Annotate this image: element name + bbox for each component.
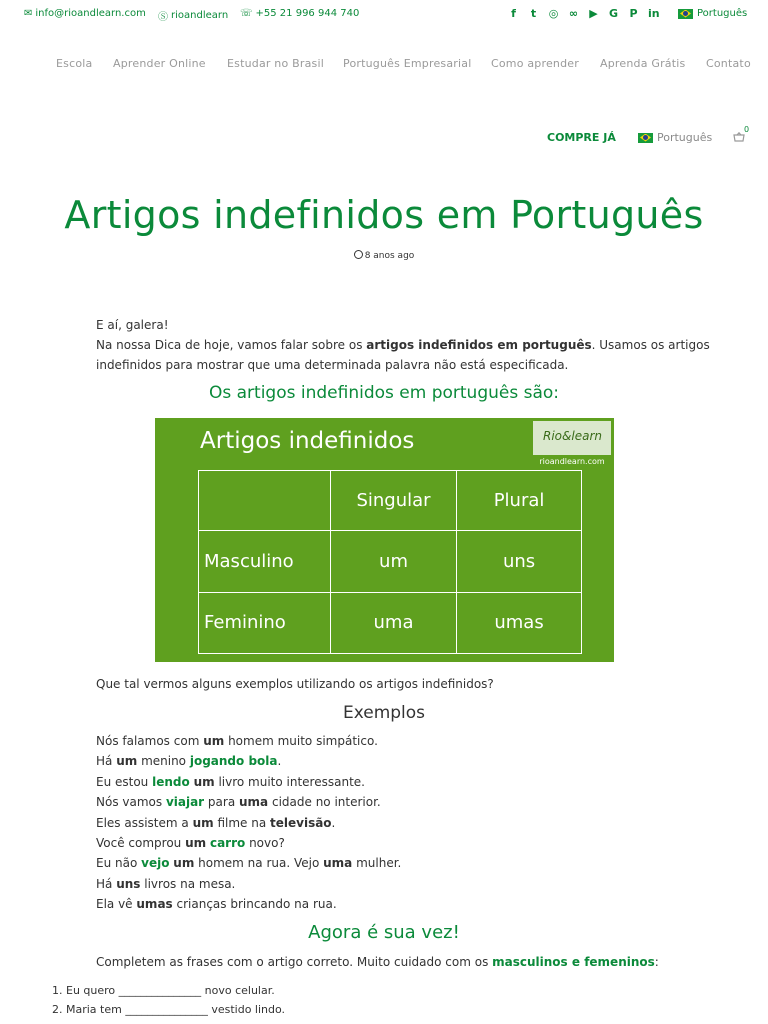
example-strong: televisão xyxy=(270,816,332,830)
example-highlight: carro xyxy=(209,836,246,850)
nav-item-escola[interactable]: Escola xyxy=(56,57,93,70)
linkedin-icon[interactable]: in xyxy=(648,7,660,20)
language-selector-top[interactable] xyxy=(678,8,747,19)
nav-item-como-aprender[interactable]: Como aprender xyxy=(491,57,579,70)
instagram-icon[interactable]: ◎ xyxy=(548,7,559,20)
row-header-feminino: Feminino xyxy=(199,592,331,653)
example-line xyxy=(96,833,285,853)
tripadvisor-icon[interactable]: ∞ xyxy=(568,7,579,20)
list-text: Maria tem xyxy=(66,1003,126,1016)
example-text: Nós vamos xyxy=(96,795,166,809)
example-text: para xyxy=(204,795,239,809)
example-text: mulher. xyxy=(352,856,402,870)
example-article: um xyxy=(203,734,225,748)
cell-fem-singular: uma xyxy=(330,592,456,653)
secondary-nav xyxy=(0,125,768,147)
list-text: vestido lindo. xyxy=(207,1003,286,1016)
email-link[interactable] xyxy=(24,8,146,19)
list-blank: _______________ xyxy=(125,1003,208,1016)
list-blank: _______________ xyxy=(118,984,202,997)
example-text: Há xyxy=(96,877,117,891)
facebook-icon[interactable]: f xyxy=(511,7,516,20)
logo-url: rioandlearn.com xyxy=(539,457,605,466)
cart-count: 0 xyxy=(744,125,750,134)
example-article: um xyxy=(192,816,214,830)
exercise-text: : xyxy=(654,955,659,969)
list-text: Eu quero xyxy=(66,984,119,997)
example-text: Eu estou xyxy=(96,775,153,789)
brazil-flag-icon xyxy=(678,9,693,19)
list-text: novo celular. xyxy=(201,984,275,997)
cart-button[interactable] xyxy=(733,125,753,146)
skype-icon: Ⓢ xyxy=(158,12,168,23)
example-text: cidade no interior. xyxy=(268,795,381,809)
example-line xyxy=(96,853,401,873)
cell-fem-plural: umas xyxy=(457,592,582,653)
exercise-instructions xyxy=(96,952,659,972)
skype-link[interactable] xyxy=(158,8,228,23)
table-row xyxy=(199,531,582,592)
intro-paragraph-line-2: indefinidos para mostrar que uma determinada palavra não está especificada. xyxy=(96,358,569,372)
pinterest-icon[interactable]: P xyxy=(629,7,638,20)
email-text: info@rioandlearn.com xyxy=(35,8,146,19)
example-text: Você comprou xyxy=(96,836,186,850)
example-text: . xyxy=(331,816,336,830)
example-line xyxy=(96,874,235,894)
example-text: Há xyxy=(96,754,117,768)
twitter-icon[interactable]: t xyxy=(530,7,537,20)
example-line xyxy=(96,792,381,812)
intro-text: . Usamos os artigos xyxy=(591,338,710,352)
post-date xyxy=(0,250,768,261)
logo-text: Rio&learn xyxy=(543,429,602,443)
example-highlight: lendo xyxy=(152,775,190,789)
nav-item-contato[interactable]: Contato xyxy=(706,57,751,70)
example-article: uns xyxy=(116,877,141,891)
example-highlight: jogando bola xyxy=(189,754,278,768)
example-text: novo? xyxy=(245,836,285,850)
nav-item-estudar-no-brasil[interactable]: Estudar no Brasil xyxy=(227,57,324,70)
list-number: 1. xyxy=(52,984,63,997)
row-header-masculino: Masculino xyxy=(199,531,331,592)
table-row xyxy=(199,592,582,653)
cell-masc-plural: uns xyxy=(457,531,582,592)
nav-item-portugues-empresarial[interactable]: Português Empresarial xyxy=(343,57,472,70)
rioandlearn-logo xyxy=(533,421,611,467)
brazil-flag-icon xyxy=(638,133,653,143)
example-text: homem na rua. Vejo xyxy=(194,856,324,870)
list-item xyxy=(52,984,275,997)
example-text: filme na xyxy=(213,816,270,830)
intro-paragraph-line-1 xyxy=(96,335,710,355)
example-text: menino xyxy=(137,754,190,768)
language-text: Português xyxy=(697,8,748,19)
youtube-icon[interactable]: ▶ xyxy=(589,7,598,20)
example-line xyxy=(96,751,281,771)
main-nav xyxy=(0,57,768,73)
example-line xyxy=(96,772,365,792)
col-header-singular: Singular xyxy=(330,471,456,531)
table-row xyxy=(199,471,582,531)
list-number: 2. xyxy=(52,1003,63,1016)
example-text: Eles assistem a xyxy=(96,816,193,830)
exercise-text: Completem as frases com o artigo correto. Muito cuidado com os xyxy=(96,955,493,969)
examples-intro: Que tal vermos alguns exemplos utilizando os artigos indefinidos? xyxy=(96,677,494,691)
example-article: um xyxy=(116,754,138,768)
example-text: Ela vê xyxy=(96,897,137,911)
compre-ja-link[interactable]: COMPRE JÁ xyxy=(547,131,616,144)
example-line xyxy=(96,894,337,914)
page-title: Artigos indefinidos em Português xyxy=(64,193,704,237)
example-article: um xyxy=(193,775,215,789)
section-heading-exemplos: Exemplos xyxy=(342,703,426,723)
greeting: E aí, galera! xyxy=(96,318,169,332)
section-heading-agora: Agora é sua vez! xyxy=(308,922,460,943)
skype-text: rioandlearn xyxy=(171,10,229,21)
example-line xyxy=(96,731,378,751)
example-highlight: vejo xyxy=(141,856,170,870)
cell-masc-singular: um xyxy=(330,531,456,592)
nav-item-aprender-online[interactable]: Aprender Online xyxy=(113,57,206,70)
example-article: um xyxy=(173,856,195,870)
example-article: umas xyxy=(136,897,173,911)
example-text: Eu não xyxy=(96,856,142,870)
articles-table xyxy=(198,470,582,654)
phone-link[interactable] xyxy=(240,8,359,19)
exercise-highlight: masculinos e femeninos xyxy=(492,955,655,969)
artigos-indefinidos-image xyxy=(155,418,614,662)
example-text: crianças brincando na rua. xyxy=(172,897,337,911)
example-line xyxy=(96,813,335,833)
clock-icon xyxy=(354,250,363,259)
post-date-text: 8 anos ago xyxy=(364,251,415,261)
language-label: Português xyxy=(657,131,713,144)
example-text: livro muito interessante. xyxy=(214,775,365,789)
example-text: Nós falamos com xyxy=(96,734,204,748)
col-header-plural: Plural xyxy=(457,471,582,531)
example-text: homem muito simpático. xyxy=(224,734,378,748)
social-links xyxy=(508,7,659,20)
example-text: livros na mesa. xyxy=(140,877,236,891)
nav-item-aprenda-gratis[interactable]: Aprenda Grátis xyxy=(600,57,686,70)
phone-text: +55 21 996 944 740 xyxy=(255,8,360,19)
image-title: Artigos indefinidos xyxy=(200,428,415,454)
example-article: uma xyxy=(323,856,353,870)
example-article: uma xyxy=(239,795,269,809)
whatsapp-icon: ☏ xyxy=(240,8,253,19)
example-text: . xyxy=(277,754,282,768)
intro-strong: artigos indefinidos em português xyxy=(366,338,592,352)
google-icon[interactable]: G xyxy=(608,7,619,20)
intro-text: Na nossa Dica de hoje, vamos falar sobre os xyxy=(96,338,367,352)
list-item xyxy=(52,1003,285,1016)
envelope-icon: ✉ xyxy=(24,8,33,19)
example-article: um xyxy=(185,836,207,850)
table-cell-empty xyxy=(199,471,331,531)
section-heading-artigos: Os artigos indefinidos em português são: xyxy=(208,383,560,403)
top-bar xyxy=(0,0,768,28)
example-highlight: viajar xyxy=(165,795,205,809)
language-selector[interactable] xyxy=(638,131,712,144)
